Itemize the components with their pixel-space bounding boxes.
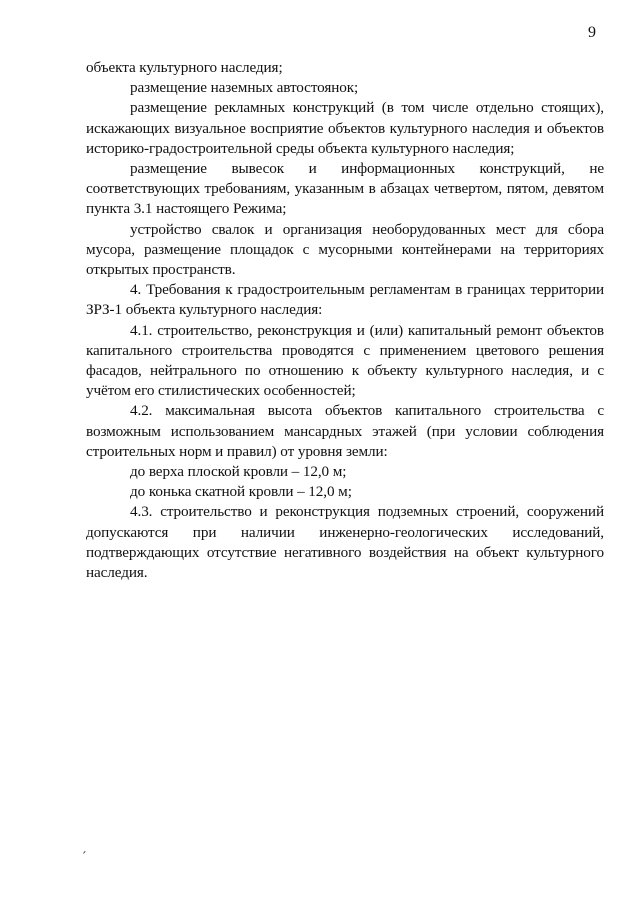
paragraph: устройство свалок и организация необорудованных мест для сбора мусора, размещение площадок с мусорными контейнерами на территориях открытых пространств.: [86, 220, 604, 279]
paragraph: 4.2. максимальная высота объектов капитального строительства с возможным использованием мансардных этажей (при условии соблюдения строительных норм и правил) от уровня земли:: [86, 402, 604, 460]
paragraph: 4. Требования к градостроительным регламентам в границах территории ЗРЗ-1 объекта культурного наследия:: [86, 281, 604, 319]
paragraph: размещение наземных автостоянок;: [130, 79, 359, 97]
paragraph: 4.1. строительство, реконструкция и (или) капитальный ремонт объектов капитального строительства проводятся с применением цветового решения фасадов, нейтрального по отношению к объекту культурного наследия, и с учётом его стилистических особенностей;: [86, 321, 604, 400]
paragraph: размещение вывесок и информационных конструкций, не соответствующих требованиям, указанным в абзацах четвертом, пятом, девятом пункта 3.1 настоящего Режима;: [86, 160, 604, 218]
paragraph: до конька скатной кровли – 12,0 м;: [130, 483, 352, 501]
stray-mark: ՛: [83, 850, 86, 864]
document-body: [86, 58, 604, 583]
paragraph: 4.3. строительство и реконструкция подземных строений, сооружений допускаются при наличии инженерно-геологических исследований, подтверждающих отсутствие негативного воздействия на объект культурного наследия.: [86, 503, 604, 582]
paragraph: размещение рекламных конструкций (в том числе отдельно стоящих), искажающих визуальное восприятие объектов культурного наследия и объектов историко-градостроительной среды объекта культурного наследия;: [86, 99, 604, 157]
paragraph: объекта культурного наследия;: [86, 59, 283, 76]
page-number: 9: [588, 24, 596, 41]
paragraph: до верха плоской кровли – 12,0 м;: [130, 463, 347, 481]
